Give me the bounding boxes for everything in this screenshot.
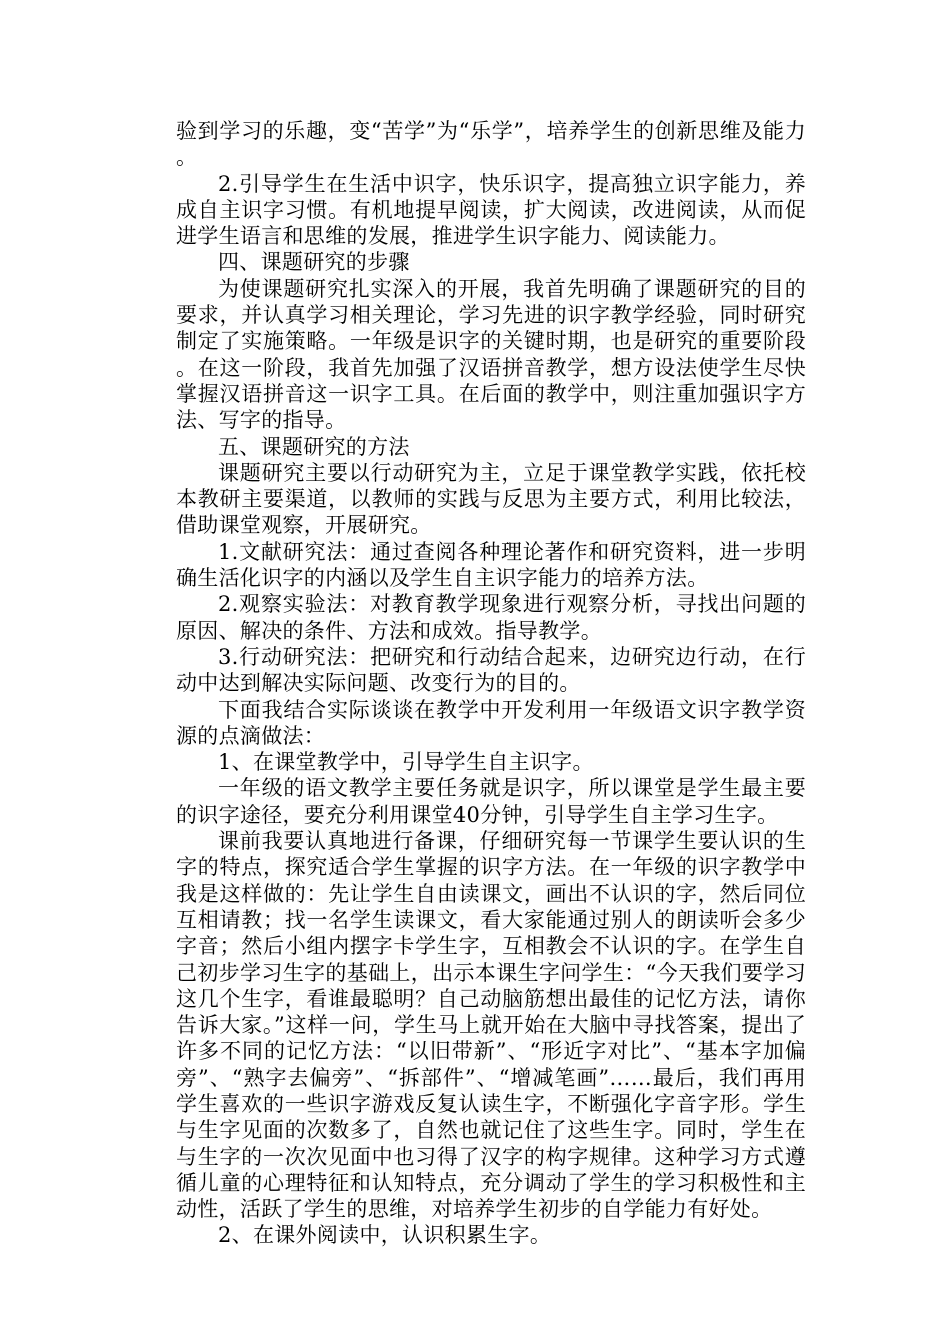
document-body [176, 118, 806, 1249]
list-item: 2.观察实验法：对教育教学现象进行观察分析，寻找出问题的原因、解决的条件、方法和成效。指导教学。 [176, 592, 806, 643]
paragraph: 一年级的语文教学主要任务就是识字，所以课堂是学生最主要的识字途径，要充分利用课堂40分钟，引导学生自主学习生字。 [176, 776, 806, 827]
list-item: 1.文献研究法：通过查阅各种理论著作和研究资料，进一步明确生活化识字的内涵以及学生自主识字能力的培养方法。 [176, 539, 806, 591]
paragraph: 验到学习的乐趣，变“苦学”为“乐学”，培养学生的创新思维及能力。 [176, 119, 806, 170]
section-heading: 五、课题研究的方法 [218, 434, 410, 459]
paragraph: 下面我结合实际谈谈在教学中开发利用一年级语文识字教学资源的点滴做法： [176, 697, 806, 748]
paragraph: 课题研究主要以行动研究为主，立足于课堂教学实践，依托校本教研主要渠道，以教师的实践与反思为主要方式，利用比较法，借助课堂观察，开展研究。 [176, 460, 806, 538]
subsection-heading: 2、在课外阅读中，认识积累生字。 [218, 1223, 552, 1248]
paragraph: 课前我要认真地进行备课，仔细研究每一节课学生要认识的生字的特点，探究适合学生掌握的识字方法。在一年级的识字教学中我是这样做的：先让学生自由读课文，画出不认识的字，然后同位互相请教；找一名学生读课文，看大家能通过别人的朗读听会多少字音；然后小组内摆字卡学生字，互相教会不认识的字。在学生自己初步学习生字的基础上，出示本课生字问学生：“今天我们要学习这几个生字，看谁最聪明？自己动脑筋想出最佳的记忆方法，请你告诉大家。”这样一问，学生马上就开始在大脑中寻找答案，提出了许多不同的记忆方法：“以旧带新”、“形近字对比”、“基本字加偏旁”、“熟字去偏旁”、“拆部件”、“增减笔画”……最后，我们再用学生喜欢的一些识字游戏反复认读生字，不断强化字音字形。学生与生字见面的次数多了，自然也就记住了这些生字。同时，学生在与生字的一次次见面中也习得了汉字的构字规律。这种学习方式遵循儿童的心理特征和认知特点，充分调动了学生的学习积极性和主动性，活跃了学生的思维，对培养学生初步的自学能力有好处。 [176, 829, 806, 1222]
list-item: 3.行动研究法：把研究和行动结合起来，边研究边行动，在行动中达到解决实际问题、改变行为的目的。 [176, 644, 806, 696]
subsection-heading: 1、在课堂教学中，引导学生自主识字。 [218, 750, 594, 775]
paragraph: 2.引导学生在生活中识字，快乐识字，提高独立识字能力，养成自主识字习惯。有机地提早阅读，扩大阅读，改进阅读，从而促进学生语言和思维的发展，推进学生识字能力、阅读能力。 [176, 171, 806, 249]
paragraph: 为使课题研究扎实深入的开展，我首先明确了课题研究的目的要求，并认真学习相关理论，学习先进的识字教学经验，同时研究制定了实施策略。一年级是识字的关键时期，也是研究的重要阶段。在这一阶段，我首先加强了汉语拼音教学，想方设法使学生尽快掌握汉语拼音这一识字工具。在后面的教学中，则注重加强识字方法、写字的指导。 [176, 276, 806, 433]
section-heading: 四、课题研究的步骤 [218, 250, 410, 275]
